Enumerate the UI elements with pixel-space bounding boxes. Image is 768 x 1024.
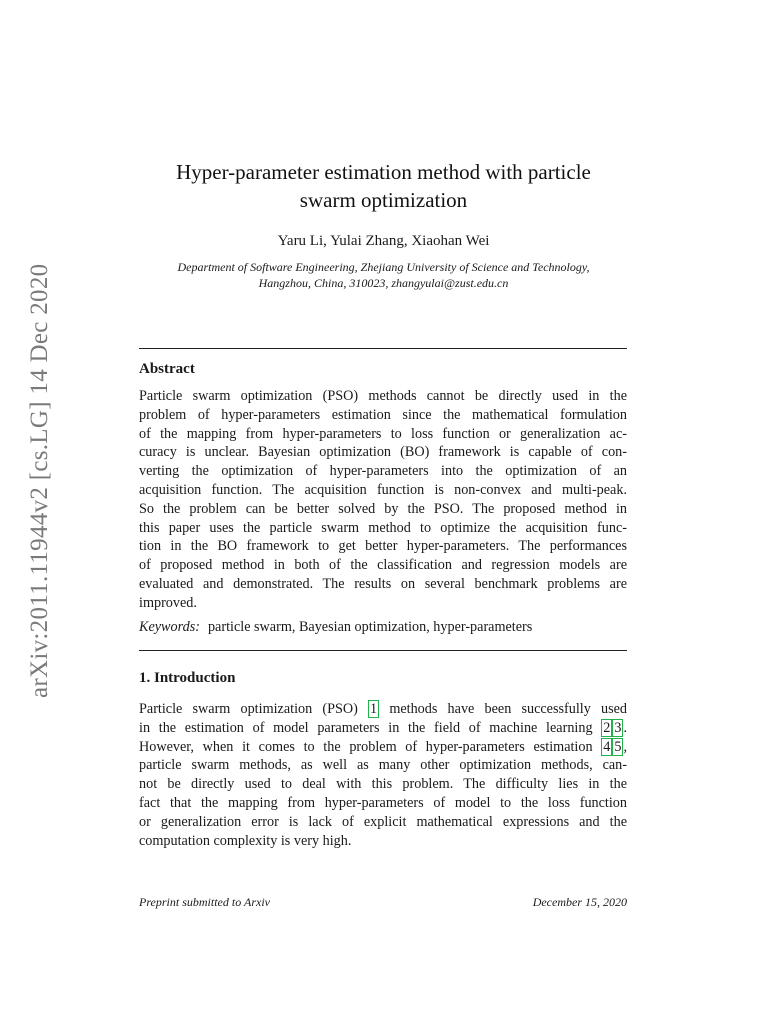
intro-text: . — [623, 719, 627, 736]
affiliation-line: Hangzhou, China, 310023, zhangyulai@zust.edu.cn — [258, 276, 509, 290]
abstract-bottom-rule — [139, 650, 627, 651]
abstract-body — [139, 387, 627, 613]
author-list: Yaru Li, Yulai Zhang, Xiaohan Wei — [277, 233, 490, 249]
abstract-line: acquisition function. The acquisition function is non-convex and multi-peak. — [139, 481, 627, 498]
intro-text: , — [623, 738, 627, 755]
intro-line: not be directly used to deal with this problem. The difficulty lies in the — [139, 776, 627, 793]
intro-line — [139, 738, 627, 757]
abstract-line: of proposed method in both of the classification and regression models are — [139, 557, 627, 574]
abstract-line: of the mapping from hyper-parameters to loss function or generalization ac- — [139, 425, 627, 442]
intro-text: methods have been successfully used — [379, 701, 627, 717]
intro-text: Particle swarm optimization (PSO) — [139, 701, 369, 717]
author-affiliation — [140, 259, 627, 291]
abstract-line: evaluated and demonstrated. The results on several benchmark problems are — [139, 575, 627, 592]
abstract-line: this paper uses the particle swarm method to optimize the acquisition func- — [139, 519, 627, 536]
intro-line: fact that the mapping from hyper-parameters of model to the loss function — [139, 794, 627, 811]
title-line: swarm optimization — [299, 188, 468, 212]
arxiv-identifier-stamp: arXiv:2011.11944v2 [cs.LG] 14 Dec 2020 — [26, 263, 53, 698]
abstract-line: verting the optimization of hyper-parameters into the optimization of an — [139, 463, 627, 480]
introduction-body — [139, 700, 627, 850]
affiliation-line: Department of Software Engineering, Zhejiang University of Science and Technology, — [177, 260, 590, 274]
intro-line: or generalization error is lack of explicit mathematical expressions and the — [139, 813, 627, 830]
intro-line — [139, 700, 627, 719]
footer-date: December 15, 2020 — [532, 895, 627, 909]
keywords-row — [139, 619, 532, 636]
intro-line — [139, 719, 627, 738]
keywords-label: Keywords: — [139, 619, 200, 635]
title-line: Hyper-parameter estimation method with particle — [176, 160, 591, 184]
introduction-heading: 1. Introduction — [139, 670, 236, 686]
abstract-line: So the problem can be better solved by the PSO. The proposed method in — [139, 500, 627, 517]
citation-link[interactable]: 1 — [370, 701, 378, 717]
intro-text: in the estimation of model parameters in the field of machine learning — [139, 719, 602, 736]
citation-link[interactable]: 2 — [603, 719, 611, 736]
abstract-top-rule — [139, 348, 627, 349]
keywords-value: particle swarm, Bayesian optimization, hyper-parameters — [207, 619, 533, 635]
abstract-line: Particle swarm optimization (PSO) methods cannot be directly used in the — [139, 388, 627, 404]
abstract-line: curacy is unclear. Bayesian optimization (BO) framework is capable of con- — [139, 444, 627, 461]
abstract-line: problem of hyper-parameters estimation since the mathematical formulation — [139, 406, 627, 423]
paper-title — [140, 158, 627, 214]
abstract-heading: Abstract — [139, 361, 195, 377]
citation-link[interactable]: 5 — [614, 738, 622, 755]
footer-preprint-note: Preprint submitted to Arxiv — [139, 895, 270, 909]
citation-link[interactable]: 4 — [603, 738, 611, 755]
abstract-line: improved. — [139, 594, 197, 611]
intro-line: computation complexity is very high. — [139, 832, 352, 849]
intro-text: However, when it comes to the problem of hyper-parameters estimation — [139, 738, 602, 755]
citation-link[interactable]: 3 — [614, 719, 622, 736]
intro-line: particle swarm methods, as well as many other optimization methods, can- — [139, 757, 627, 774]
abstract-line: tion in the BO framework to get better hyper-parameters. The performances — [139, 538, 627, 555]
